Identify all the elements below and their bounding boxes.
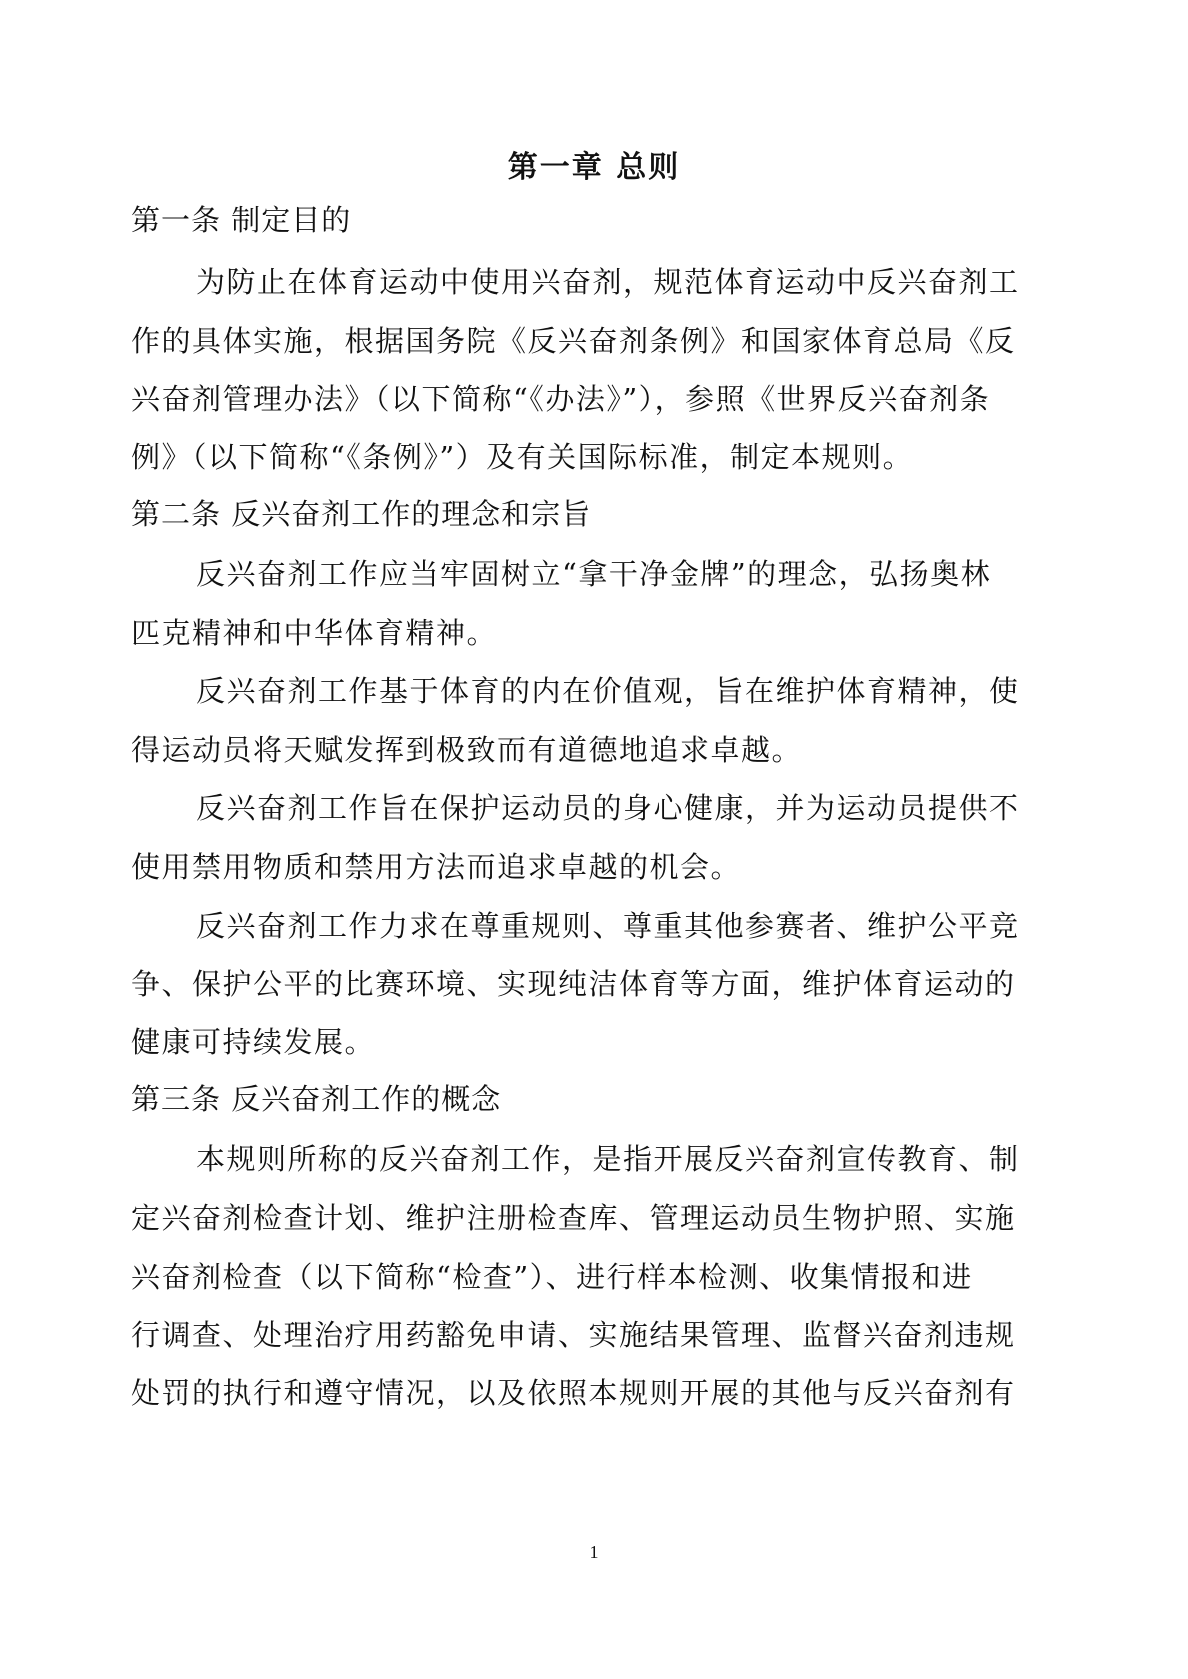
paragraph-line: 反兴奋剂工作旨在保护运动员的身心健康，并为运动员提供不	[196, 791, 1020, 825]
paragraph-line: 反兴奋剂工作力求在尊重规则、尊重其他参赛者、维护公平竞	[196, 909, 1020, 943]
page-number: 1	[589, 1542, 599, 1562]
paragraph-line: 例》（以下简称“《条例》”）及有关国际标准，制定本规则。	[131, 440, 914, 474]
paragraph-line: 行调查、处理治疗用药豁免申请、实施结果管理、监督兴奋剂违规	[131, 1318, 1016, 1352]
paragraph-line: 作的具体实施，根据国务院《反兴奋剂条例》和国家体育总局《反	[131, 324, 1016, 358]
paragraph-line: 定兴奋剂检查计划、维护注册检查库、管理运动员生物护照、实施	[131, 1201, 1016, 1235]
paragraph-line: 使用禁用物质和禁用方法而追求卓越的机会。	[131, 850, 742, 884]
paragraph-line: 得运动员将天赋发挥到极致而有道德地追求卓越。	[131, 733, 803, 767]
paragraph-line: 反兴奋剂工作基于体育的内在价值观，旨在维护体育精神，使	[196, 674, 1020, 708]
paragraph-line: 本规则所称的反兴奋剂工作，是指开展反兴奋剂宣传教育、制	[196, 1142, 1020, 1176]
chapter-title: 第一章 总则	[507, 150, 681, 185]
article-heading: 第二条 反兴奋剂工作的理念和宗旨	[131, 497, 592, 531]
paragraph-line: 兴奋剂检查（以下简称“检查”）、进行样本检测、收集情报和进	[131, 1260, 973, 1294]
paragraph-line: 反兴奋剂工作应当牢固树立“拿干净金牌”的理念，弘扬奥林	[196, 557, 992, 591]
paragraph-line: 为防止在体育运动中使用兴奋剂，规范体育运动中反兴奋剂工	[196, 265, 1020, 299]
article-heading: 第三条 反兴奋剂工作的概念	[131, 1082, 502, 1116]
paragraph-line: 匹克精神和中华体育精神。	[131, 616, 498, 650]
paragraph-line: 争、保护公平的比赛环境、实现纯洁体育等方面，维护体育运动的	[131, 967, 1016, 1001]
paragraph-line: 兴奋剂管理办法》（以下简称“《办法》”），参照《世界反兴奋剂条	[131, 382, 991, 416]
paragraph-line: 处罚的执行和遵守情况，以及依照本规则开展的其他与反兴奋剂有	[131, 1376, 1016, 1410]
paragraph-line: 健康可持续发展。	[131, 1025, 376, 1059]
article-heading: 第一条 制定目的	[131, 203, 352, 237]
